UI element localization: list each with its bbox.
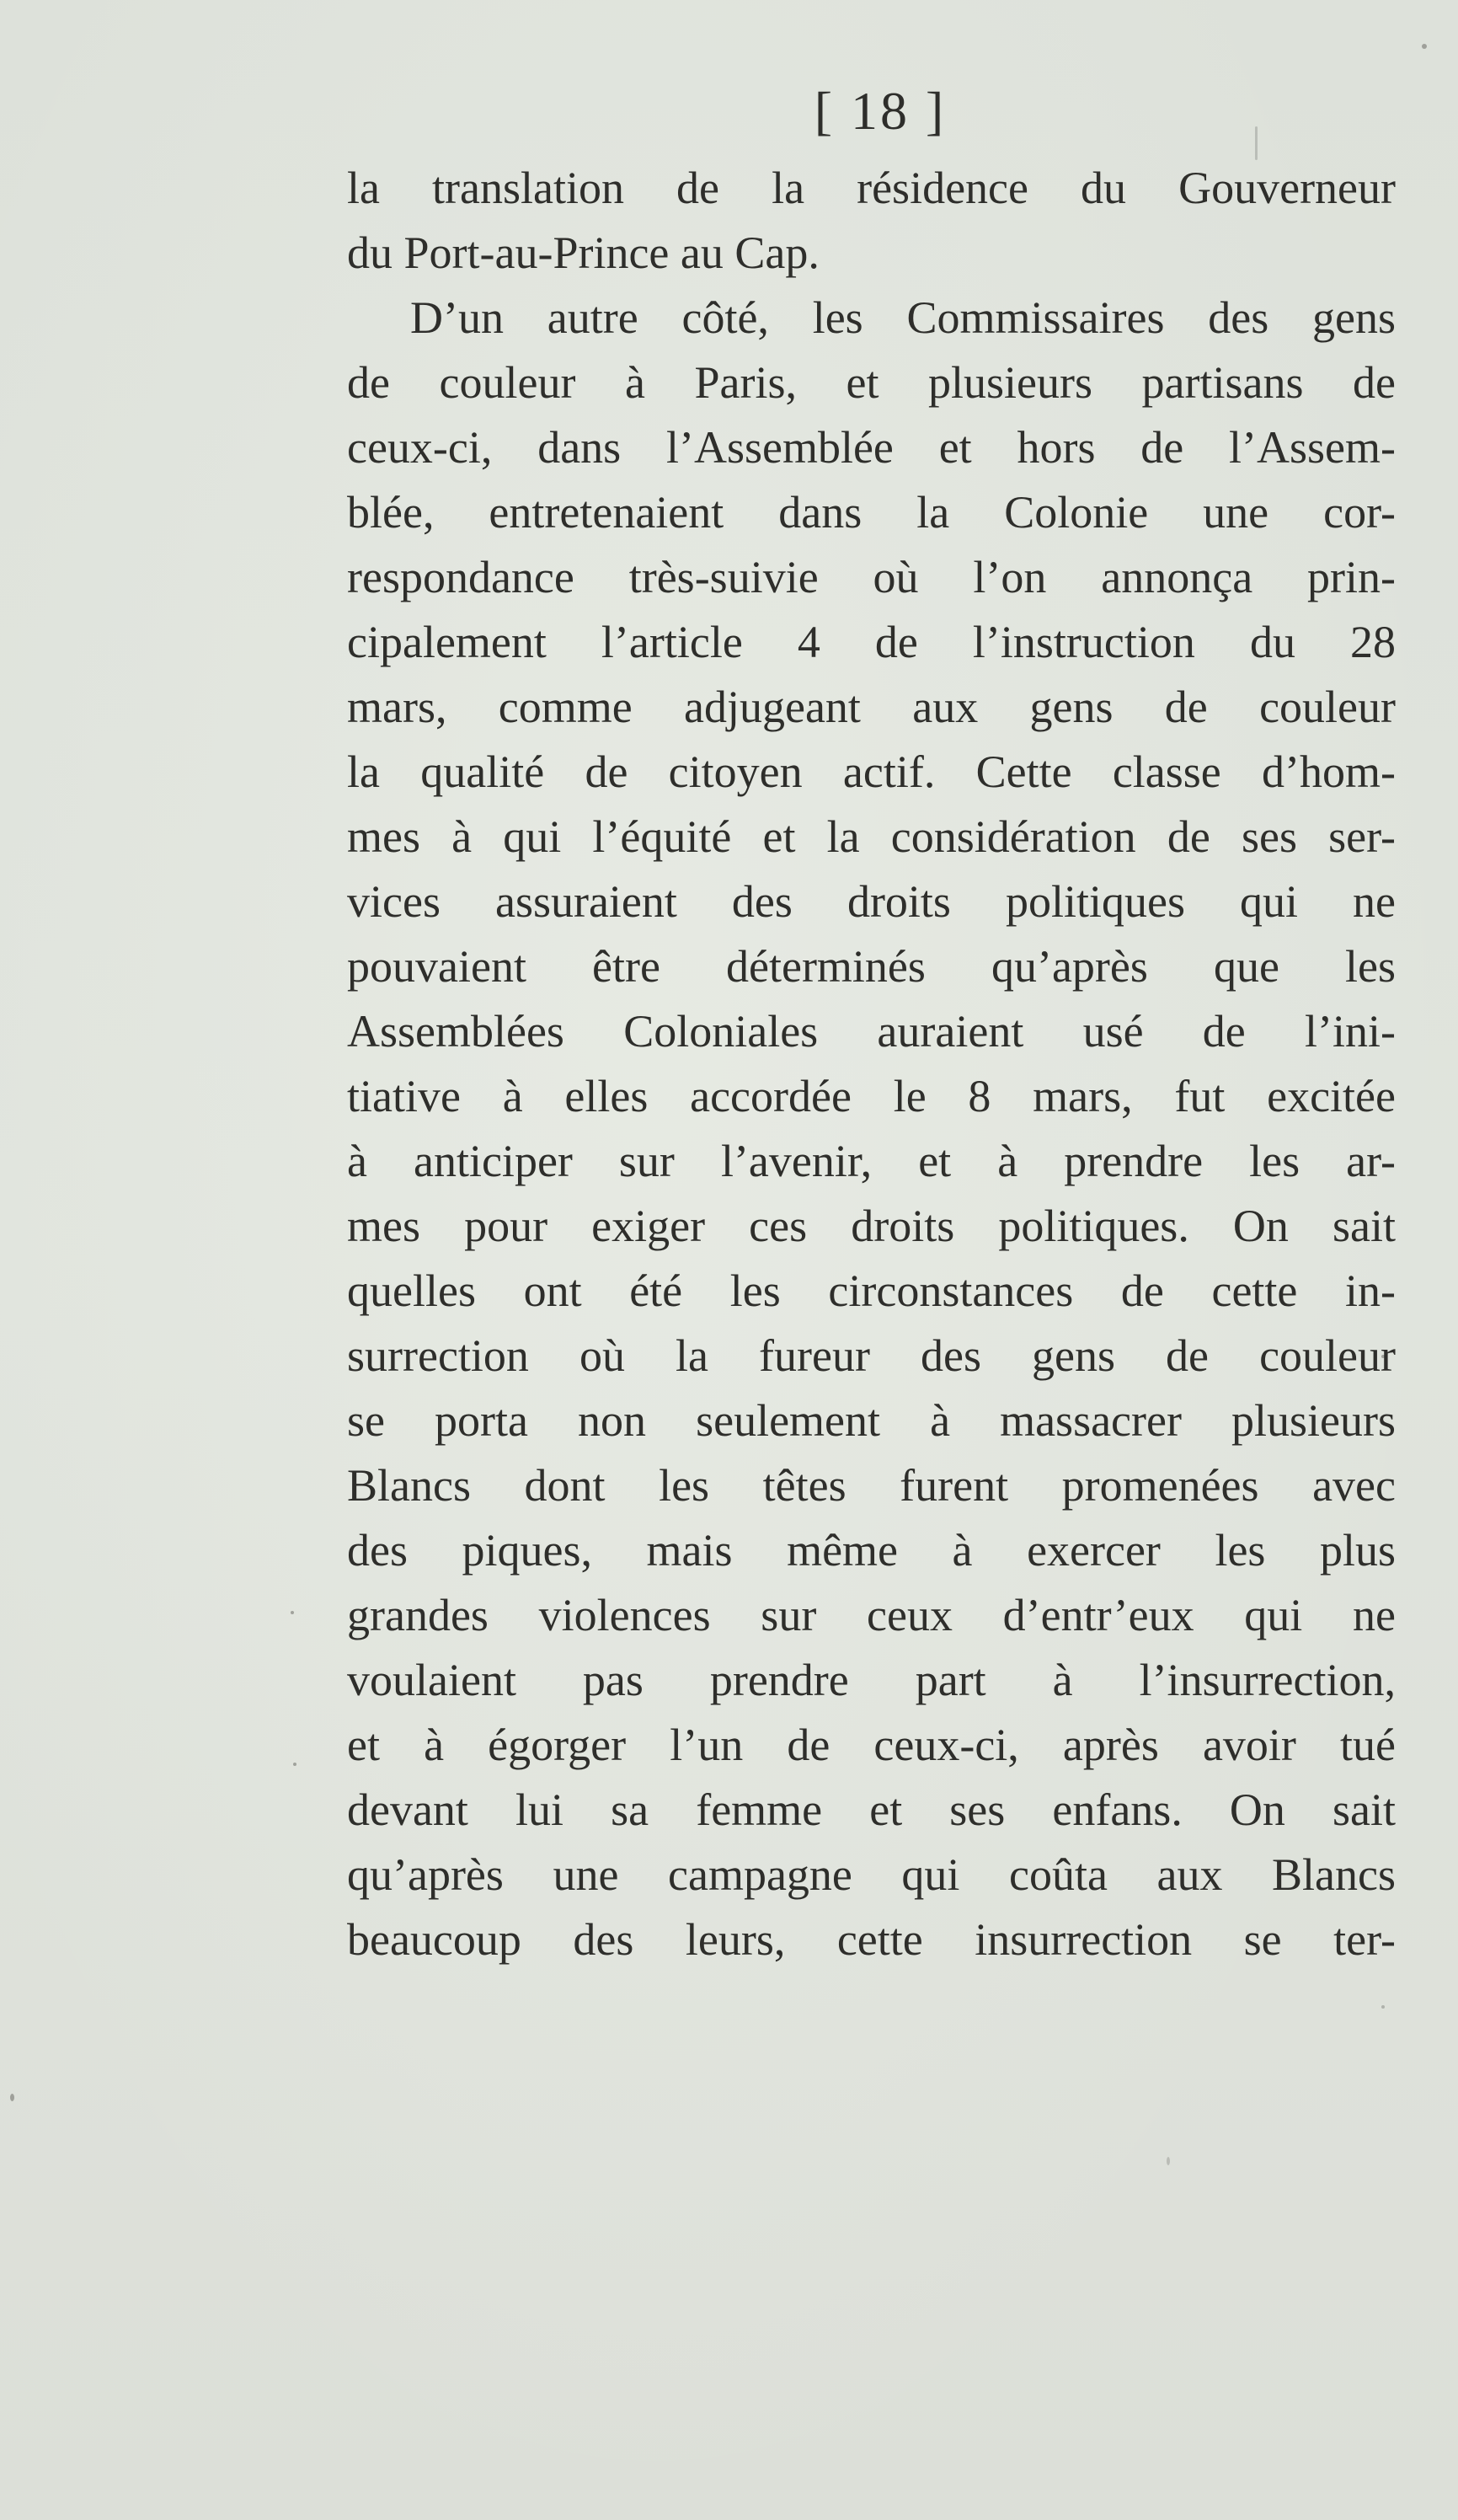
text-line: la qualité de citoyen actif. Cette classe d’hom- bbox=[347, 746, 1396, 797]
text-line: se porta non seulement à massacrer plusieurs bbox=[347, 1395, 1396, 1446]
text-line: cipalement l’article 4 de l’instruction du 28 bbox=[347, 617, 1396, 667]
text-line: tiative à elles accordée le 8 mars, fut excitée bbox=[347, 1071, 1396, 1121]
text-line: respondance très-suivie où l’on annonça prin- bbox=[347, 552, 1396, 602]
paper-speck bbox=[1167, 2157, 1170, 2165]
paper-speck bbox=[293, 1763, 296, 1766]
text-line: du Port-au-Prince au Cap. bbox=[347, 227, 820, 278]
text-line: surrection où la fureur des gens de couleur bbox=[347, 1330, 1396, 1381]
text-line: voulaient pas prendre part à l’insurrection, bbox=[347, 1655, 1396, 1705]
text-line: Assemblées Coloniales auraient usé de l’ini- bbox=[347, 1006, 1396, 1057]
paper-speck bbox=[1255, 126, 1258, 160]
text-line: blée, entretenaient dans la Colonie une cor- bbox=[347, 487, 1396, 538]
text-line: mes à qui l’équité et la considération de ses ser- bbox=[347, 811, 1396, 862]
page-number: [ 18 ] bbox=[814, 81, 947, 141]
paper-speck bbox=[1381, 2005, 1385, 2009]
text-line: quelles ont été les circonstances de cette in- bbox=[347, 1265, 1396, 1316]
text-line: la translation de la résidence du Gouverneur bbox=[347, 163, 1396, 213]
paper-speck bbox=[291, 1611, 294, 1614]
text-line: Blancs dont les têtes furent promenées avec bbox=[347, 1460, 1396, 1511]
text-line: pouvaient être déterminés qu’après que les bbox=[347, 941, 1396, 992]
body-text bbox=[347, 156, 1396, 1972]
text-line: vices assuraient des droits politiques qui ne bbox=[347, 876, 1396, 927]
text-line: ceux-ci, dans l’Assemblée et hors de l’Assem- bbox=[347, 422, 1396, 473]
text-line: à anticiper sur l’avenir, et à prendre les ar- bbox=[347, 1136, 1396, 1186]
paragraph-start-line: D’un autre côté, les Commissaires des gens bbox=[410, 292, 1396, 343]
text-line: et à égorger l’un de ceux-ci, après avoir tué bbox=[347, 1720, 1396, 1770]
text-line: mes pour exiger ces droits politiques. On sait bbox=[347, 1201, 1396, 1251]
paper-speck bbox=[10, 2094, 14, 2101]
text-line: de couleur à Paris, et plusieurs partisans de bbox=[347, 357, 1396, 408]
text-line: mars, comme adjugeant aux gens de couleur bbox=[347, 682, 1396, 732]
text-line: devant lui sa femme et ses enfans. On sait bbox=[347, 1784, 1396, 1835]
text-line: beaucoup des leurs, cette insurrection se ter- bbox=[347, 1914, 1396, 1965]
text-line: qu’après une campagne qui coûta aux Blancs bbox=[347, 1849, 1396, 1900]
text-line: grandes violences sur ceux d’entr’eux qui ne bbox=[347, 1590, 1396, 1640]
text-line: des piques, mais même à exercer les plus bbox=[347, 1525, 1396, 1576]
paper-speck bbox=[1422, 44, 1427, 49]
